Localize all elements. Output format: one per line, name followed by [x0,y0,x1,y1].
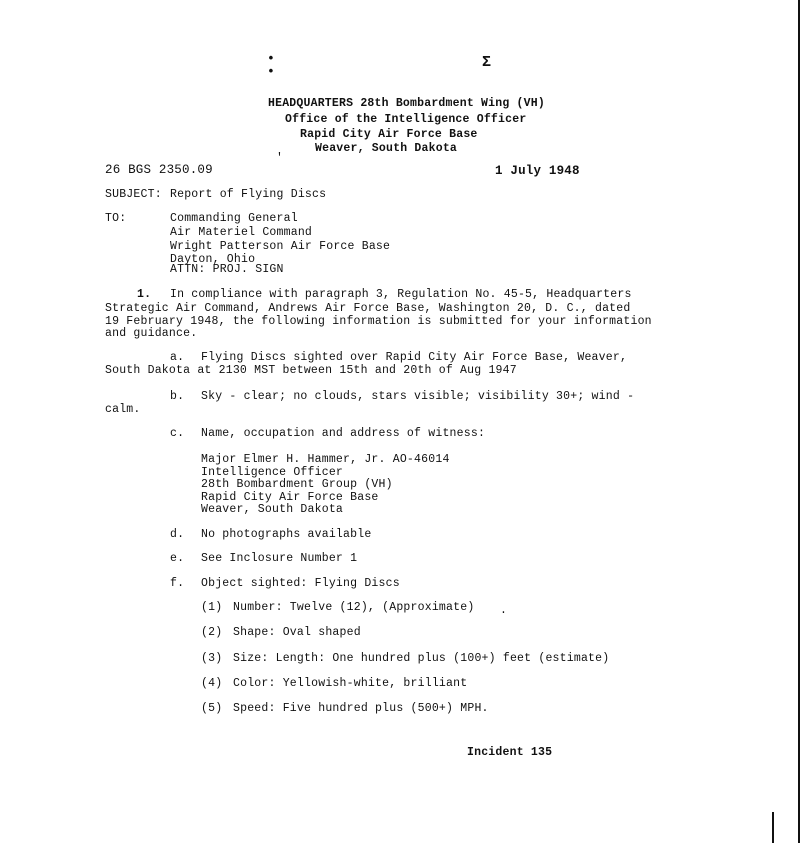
item-b-line-1: Sky - clear; no clouds, stars visible; visibility 30+; wind - [201,390,635,403]
item-d-letter: d. [170,528,185,541]
stray-mark: . [500,604,508,617]
document-date: 1 July 1948 [495,164,580,178]
to-label: TO: [105,212,127,225]
letterhead-line-2: Office of the Intelligence Officer [285,113,527,126]
file-number: 26 BGS 2350.09 [105,163,213,177]
to-line-5: ATTN: PROJ. SIGN [170,263,284,276]
witness-line-5: Weaver, South Dakota [201,503,344,516]
registration-mark-left: • • [267,51,276,79]
para-1-line-4: and guidance. [105,327,198,340]
item-b-letter: b. [170,390,185,403]
item-c-letter: c. [170,427,185,440]
incident-number: Incident 135 [467,746,553,759]
detail-4-num: (4) [201,677,223,690]
registration-mark-right: Ʃ [482,54,492,71]
detail-1-num: (1) [201,601,223,614]
to-line-2: Air Materiel Command [170,226,313,239]
para-1-number: 1. [137,288,152,301]
detail-3-text: Size: Length: One hundred plus (100+) feet (estimate) [233,652,610,665]
tick-mark: ' [276,152,284,165]
detail-5-num: (5) [201,702,223,715]
item-a-letter: a. [170,351,185,364]
subject-text: Report of Flying Discs [170,188,327,201]
letterhead-line-3: Rapid City Air Force Base [300,128,478,141]
detail-4-text: Color: Yellowish-white, brilliant [233,677,468,690]
para-1-line-3: 19 February 1948, the following information is submitted for your information [105,315,652,328]
witness-line-2: Intelligence Officer [201,466,344,479]
witness-line-1: Major Elmer H. Hammer, Jr. AO-46014 [201,453,450,466]
to-line-1: Commanding General [170,212,298,225]
detail-2-num: (2) [201,626,223,639]
item-c-text: Name, occupation and address of witness: [201,427,486,440]
to-line-4: Dayton, Ohio [170,253,256,266]
item-a-line-2: South Dakota at 2130 MST between 15th and 20th of Aug 1947 [105,364,517,377]
item-f-text: Object sighted: Flying Discs [201,577,400,590]
detail-2-text: Shape: Oval shaped [233,626,361,639]
to-line-3: Wright Patterson Air Force Base [170,240,391,253]
item-b-line-2: calm. [105,403,141,416]
detail-5-text: Speed: Five hundred plus (500+) MPH. [233,702,489,715]
scan-edge-line [772,812,774,843]
letterhead-line-1: HEADQUARTERS 28th Bombardment Wing (VH) [268,97,545,110]
item-e-letter: e. [170,552,185,565]
para-1-line-1: In compliance with paragraph 3, Regulation No. 45-5, Headquarters [170,288,632,301]
item-e-text: See Inclosure Number 1 [201,552,358,565]
subject-label: SUBJECT: [105,188,162,201]
para-1-line-2: Strategic Air Command, Andrews Air Force Base, Washington 20, D. C., dated [105,302,631,315]
item-a-line-1: Flying Discs sighted over Rapid City Air Force Base, Weaver, [201,351,628,364]
detail-3-num: (3) [201,652,223,665]
letterhead-line-4: Weaver, South Dakota [315,142,458,155]
item-f-letter: f. [170,577,185,590]
witness-line-3: 28th Bombardment Group (VH) [201,478,393,491]
witness-line-4: Rapid City Air Force Base [201,491,379,504]
detail-1-text: Number: Twelve (12), (Approximate) [233,601,475,614]
item-d-text: No photographs available [201,528,372,541]
